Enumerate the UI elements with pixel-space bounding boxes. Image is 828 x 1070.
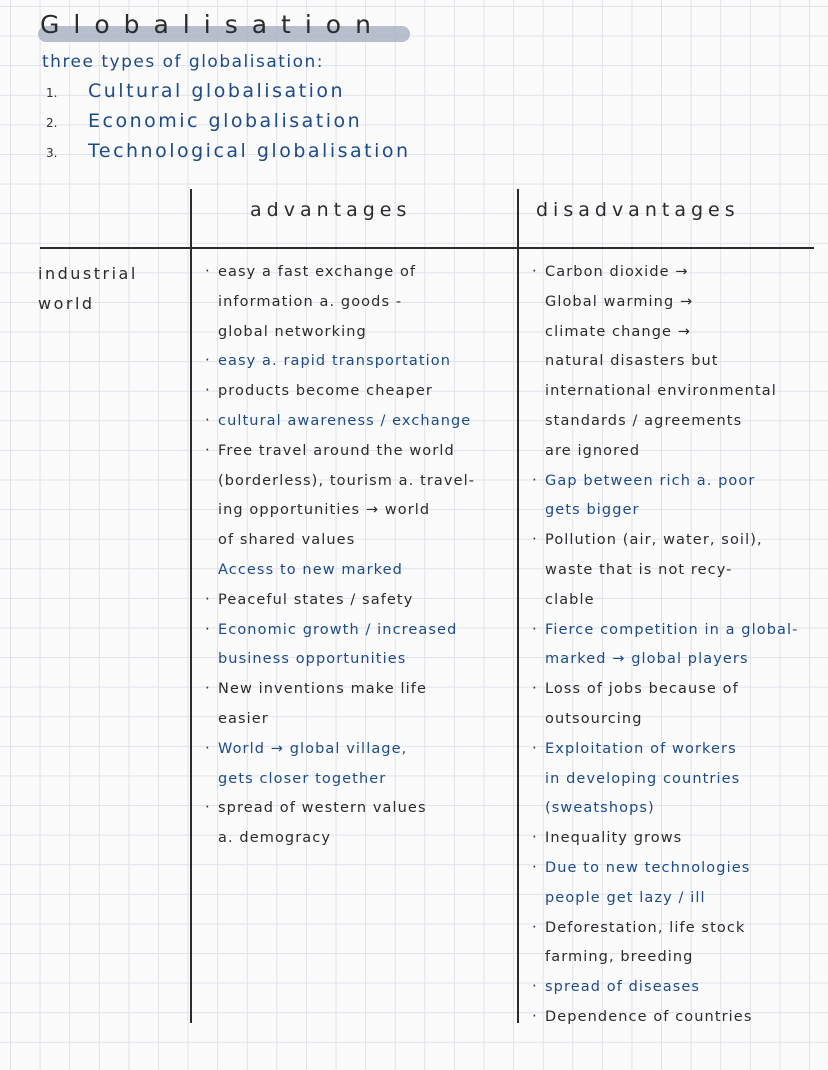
advantage-line: gets closer together: [218, 770, 387, 787]
type-item-technological: [46, 140, 411, 170]
page-title: Globalisation: [40, 10, 385, 39]
table-header-rule: [40, 247, 814, 249]
disadvantage-line: clable: [545, 591, 595, 608]
advantage-line: · World → global village,: [204, 735, 516, 765]
disadvantage-line: gets bigger: [545, 502, 640, 519]
type-number: 1.: [46, 86, 58, 100]
disadvantages-header: disadvantages: [536, 199, 740, 221]
advantage-line: · spread of western values: [204, 794, 516, 824]
type-label: Cultural globalisation: [88, 80, 346, 102]
disadvantage-line: · Pollution (air, water, soil),: [531, 526, 823, 556]
advantage-line: Access to new marked: [218, 561, 403, 578]
disadvantage-line: people get lazy / ill: [545, 889, 706, 906]
advantage-line: a. demogracy: [218, 830, 332, 847]
disadvantage-line: (sweatshops): [545, 800, 655, 817]
type-label: Technological globalisation: [88, 140, 411, 162]
advantage-line: · easy a fast exchange of: [204, 258, 516, 288]
disadvantage-line: · Due to new technologies: [531, 854, 823, 884]
disadvantage-line: farming, breeding: [545, 949, 694, 966]
row-label-line: industrial: [38, 264, 138, 283]
table-divider-left: [190, 189, 192, 1023]
advantage-line: · cultural awareness / exchange: [204, 407, 516, 437]
disadvantage-line: in developing countries: [545, 770, 741, 787]
type-number: 3.: [46, 146, 58, 160]
disadvantages-list: [531, 258, 823, 1033]
disadvantage-line: · Exploitation of workers: [531, 735, 823, 765]
disadvantage-line: international environmental: [545, 383, 777, 400]
disadvantage-line: natural disasters but: [545, 353, 719, 370]
advantage-line: (borderless), tourism a. travel-: [218, 472, 476, 489]
disadvantage-line: standards / agreements: [545, 412, 743, 429]
advantages-list: [204, 258, 516, 854]
type-number: 2.: [46, 116, 58, 130]
advantage-line: ing opportunities → world: [218, 502, 431, 519]
type-label: Economic globalisation: [88, 110, 363, 132]
advantage-line: · Free travel around the world: [204, 437, 516, 467]
row-label: [38, 259, 178, 319]
disadvantage-line: · Gap between rich a. poor: [531, 467, 823, 497]
disadvantage-line: outsourcing: [545, 710, 643, 727]
disadvantage-line: · Loss of jobs because of: [531, 675, 823, 705]
disadvantage-line: · Fierce competition in a global-: [531, 616, 823, 646]
disadvantage-line: marked → global players: [545, 651, 749, 668]
intro-text: three types of globalisation:: [42, 52, 325, 72]
type-item-economic: [46, 110, 411, 140]
advantages-header: advantages: [250, 199, 412, 221]
disadvantage-line: · spread of diseases: [531, 973, 823, 1003]
types-list: [46, 80, 411, 170]
disadvantage-line: climate change →: [545, 323, 691, 340]
advantage-line: of shared values: [218, 532, 356, 549]
disadvantage-line: Global warming →: [545, 293, 694, 310]
disadvantage-line: · Dependence of countries: [531, 1003, 823, 1033]
disadvantage-line: waste that is not recy-: [545, 561, 733, 578]
disadvantage-line: · Deforestation, life stock: [531, 914, 823, 944]
table-divider-right: [517, 189, 519, 1023]
advantage-line: · easy a. rapid transportation: [204, 347, 516, 377]
row-label-line: world: [38, 294, 95, 313]
disadvantage-line: · Carbon dioxide →: [531, 258, 823, 288]
advantage-line: information a. goods -: [218, 293, 403, 310]
advantage-line: · Economic growth / increased: [204, 616, 516, 646]
disadvantage-line: are ignored: [545, 442, 641, 459]
advantage-line: · products become cheaper: [204, 377, 516, 407]
type-item-cultural: [46, 80, 411, 110]
advantage-line: business opportunities: [218, 651, 407, 668]
advantage-line: · New inventions make life: [204, 675, 516, 705]
advantage-line: easier: [218, 710, 269, 727]
advantage-line: global networking: [218, 323, 367, 340]
disadvantage-line: · Inequality grows: [531, 824, 823, 854]
advantage-line: · Peaceful states / safety: [204, 586, 516, 616]
